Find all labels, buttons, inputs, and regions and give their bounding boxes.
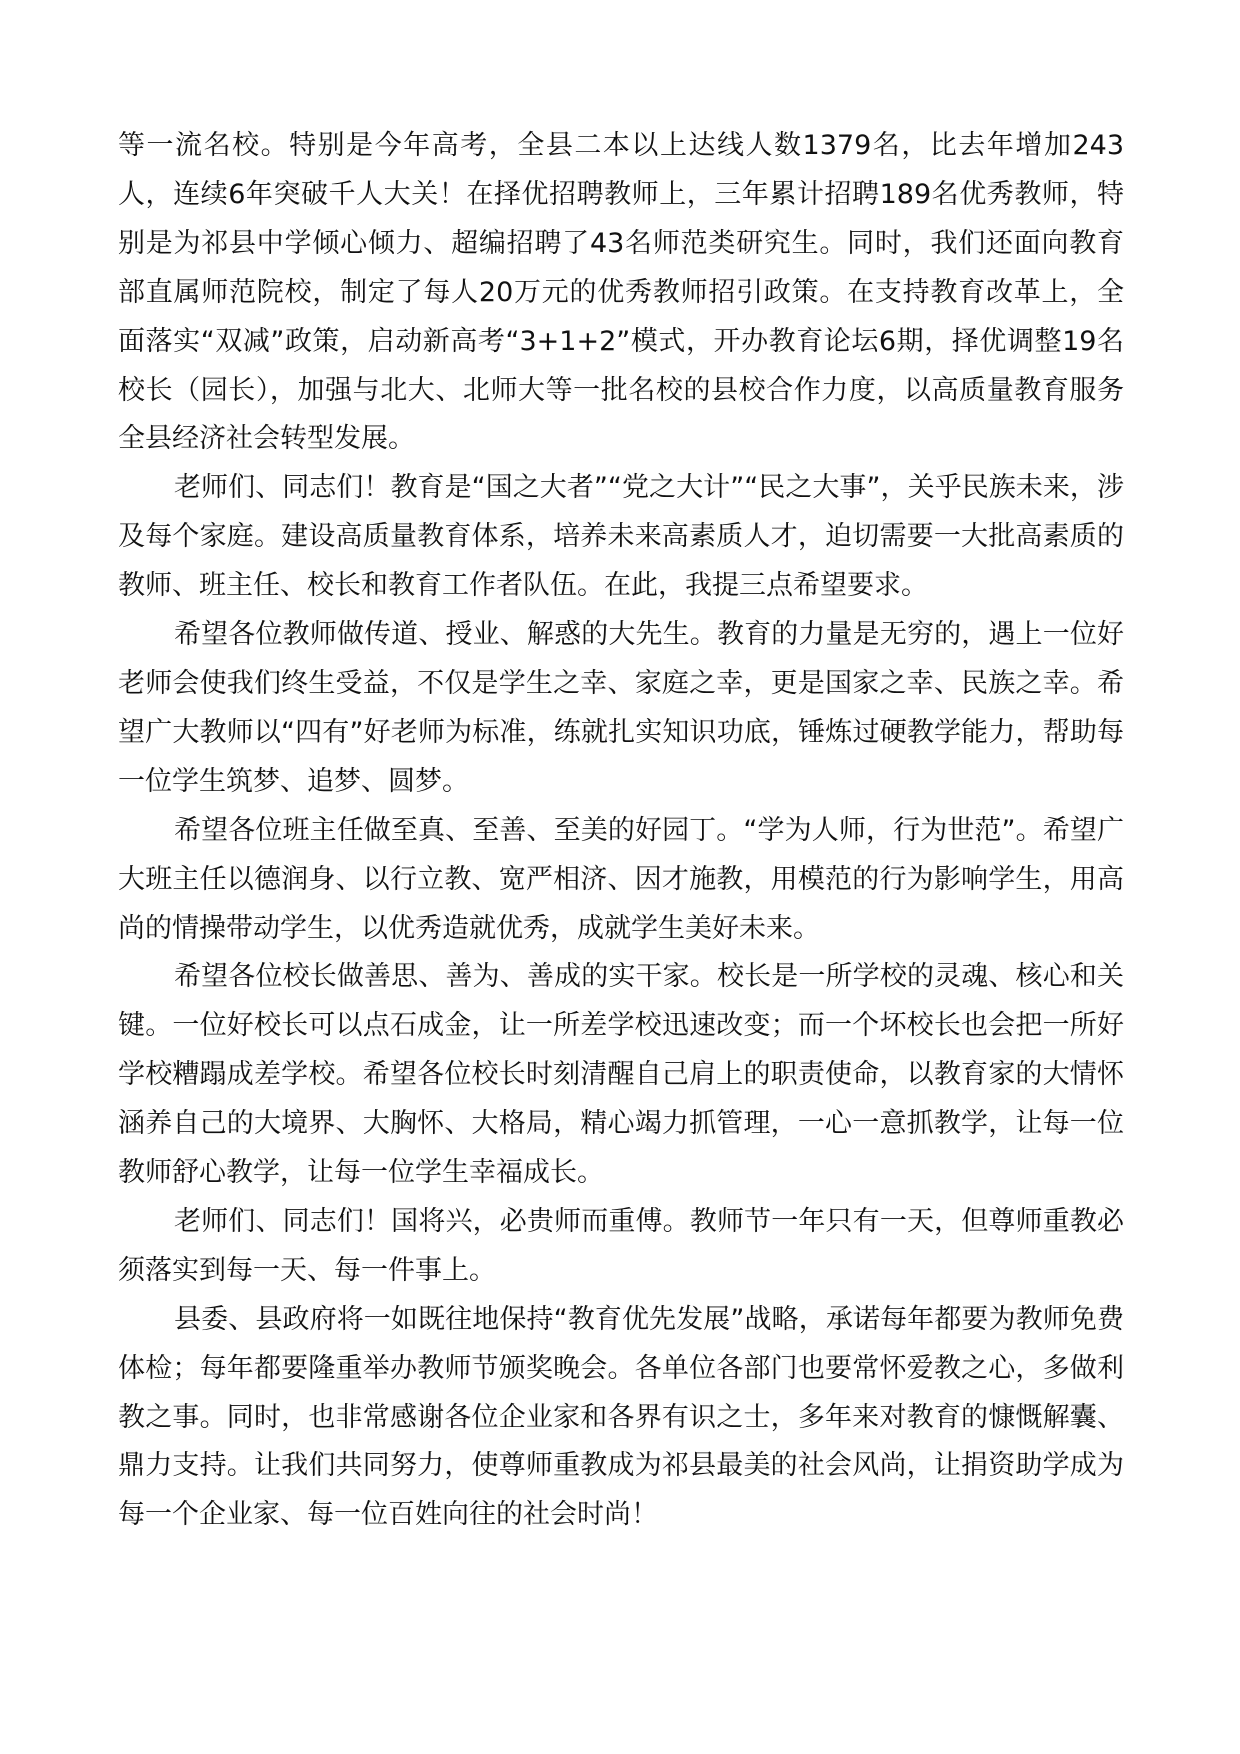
paragraph-education-achievements: 等一流名校。特别是今年高考，全县二本以上达线人数1379名，比去年增加243人，连续6年突破千人大关！在择优招聘教师上，三年累计招聘189名优秀教师，特别是为祁县中学倾心倾力、超编招聘了43名师范类研究生。同时，我们还面向教育部直属师范院校，制定了每人20万元的优秀教师招引政策。在支持教育改革上，全面落实“双减”政策，启动新高考“3+1+2”模式，开办教育论坛6期，择优调整19名校长（园长），加强与北大、北师大等一批名校的县校合作力度，以高质量教育服务全县经济社会转型发展。 [118,130,1124,455]
paragraph-county-commitment: 县委、县政府将一如既往地保持“教育优先发展”战略，承诺每年都要为教师免费体检；每年都要隆重举办教师节颁奖晚会。各单位各部门也要常怀爱教之心，多做利教之事。同时，也非常感谢各位企业家和各界有识之士，多年来对教育的慷慨解囊、鼎力支持。让我们共同努力，使尊师重教成为祁县最美的社会风尚，让捐资助学成为每一个企业家、每一位百姓向往的社会时尚！ [118,1303,1124,1531]
paragraph-hope-teachers: 希望各位教师做传道、授业、解惑的大先生。教育的力量是无穷的，遇上一位好老师会使我们终生受益，不仅是学生之幸、家庭之幸，更是国家之幸、民族之幸。希望广大教师以“四有”好老师为标准，练就扎实知识功底，锤炼过硬教学能力，帮助每一位学生筑梦、追梦、圆梦。 [118,619,1124,797]
paragraph-address-colleagues: 老师们、同志们！教育是“国之大者”“党之大计”“民之大事”，关乎民族未来，涉及每个家庭。建设高质量教育体系，培养未来高素质人才，迫切需要一大批高素质的教师、班主任、校长和教育工作者队伍。在此，我提三点希望要求。 [118,472,1124,602]
paragraph-hope-head-teachers: 希望各位班主任做至真、至善、至美的好园丁。“学为人师，行为世范”。希望广大班主任以德润身、以行立教、宽严相济、因才施教，用模范的行为影响学生，用高尚的情操带动学生，以优秀造就优秀，成就学生美好未来。 [118,814,1124,944]
paragraph-hope-principals: 希望各位校长做善思、善为、善成的实干家。校长是一所学校的灵魂、核心和关键。一位好校长可以点石成金，让一所差学校迅速改变；而一个坏校长也会把一所好学校糟蹋成差学校。希望各位校长时刻清醒自己肩上的职责使命，以教育家的大情怀涵养自己的大境界、大胸怀、大格局，精心竭力抓管理，一心一意抓教学，让每一位教师舒心教学，让每一位学生幸福成长。 [118,961,1124,1189]
speech-body [118,122,1124,1540]
paragraph-respect-teachers: 老师们、同志们！国将兴，必贵师而重傅。教师节一年只有一天，但尊师重教必须落实到每一天、每一件事上。 [118,1205,1124,1286]
